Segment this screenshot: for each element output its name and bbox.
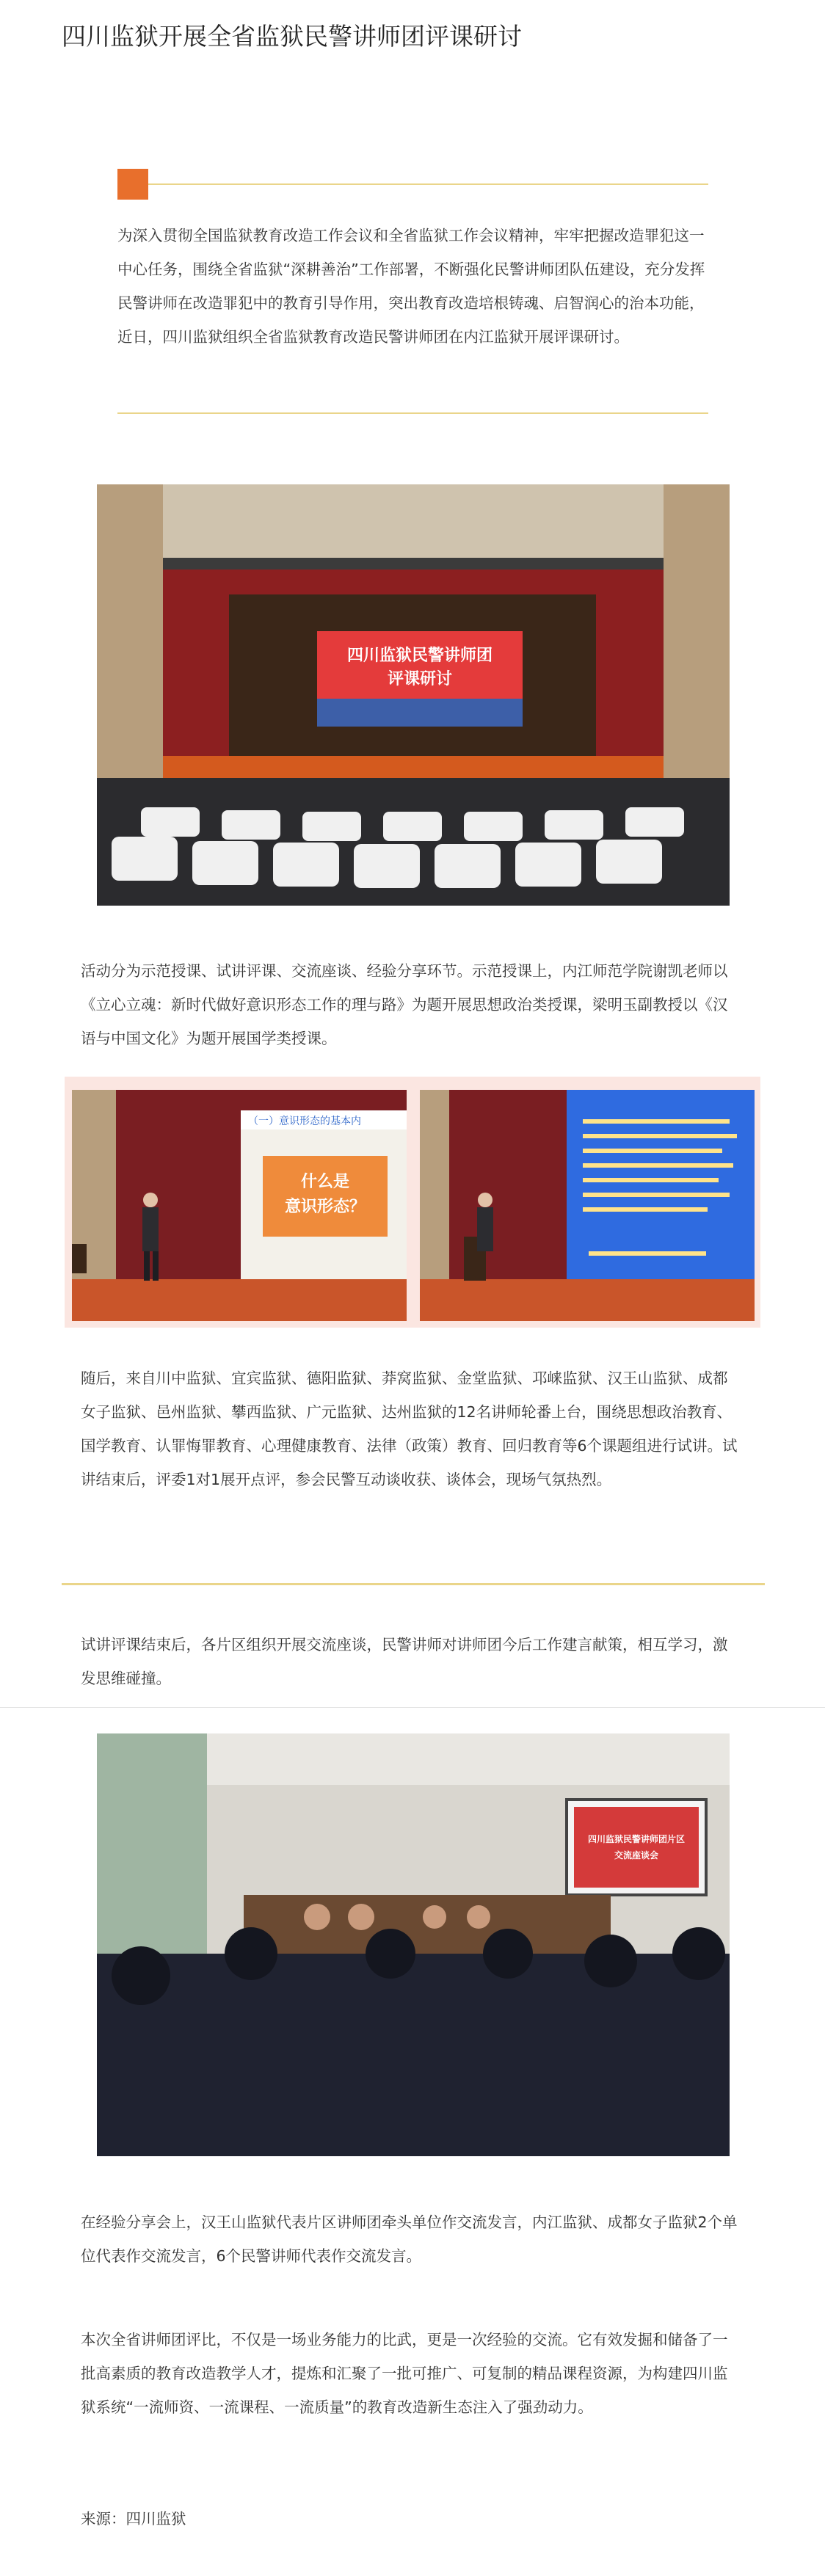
slide-question-line1: 什么是	[300, 1173, 350, 1191]
lecture-photo-right	[420, 1090, 755, 1321]
intro-top-divider	[148, 183, 708, 185]
stage-screen-title-line2: 评课研讨	[387, 670, 453, 688]
intro-paragraph: 为深入贯彻全国监狱教育改造工作会议和全省监狱工作会议精神，牢牢把握改造罪犯这一中心任务，围绕全省监狱“深耕善治”工作部署，不断强化民警讲师团队伍建设，充分发挥民警讲师在改造罪犯中的教育引导作用，突出教育改造培根铸魂、启智润心的治本功能，近日，四川监狱组织全省监狱教育改造民警讲师团在内江监狱开展评课研讨。	[117, 227, 705, 346]
stage-screen-title-line1: 四川监狱民警讲师团	[346, 647, 493, 665]
paragraph-activity: 活动分为示范授课、试讲评课、交流座谈、经验分享环节。示范授课上，内江师范学院谢凯老师以《立心立魂：新时代做好意识形态工作的理与路》为题开展思想政治类授课，梁明玉副教授以《汉语与中国文化》为题开展国学类授课。	[81, 962, 728, 1047]
intro-box	[117, 169, 708, 418]
auditorium-photo	[97, 484, 730, 906]
lecture-photos-frame	[65, 1077, 760, 1328]
paragraph-discussion: 试讲评课结束后，各片区组织开展交流座谈，民警讲师对讲师团今后工作建言献策，相互学习，激发思维碰撞。	[81, 1636, 728, 1687]
article-title: 四川监狱开展全省监狱民警讲师团评课研讨	[62, 22, 522, 51]
paragraph-experience-sharing: 在经验分享会上，汉王山监狱代表片区讲师团牵头单位作交流发言，内江监狱、成都女子监狱2个单位代表作交流发言，6个民警讲师代表作交流发言。	[81, 2213, 738, 2265]
page-fold-line	[0, 1707, 825, 1708]
slide-heading: （一）意识形态的基本内	[248, 1116, 361, 1127]
section-divider	[62, 1583, 765, 1585]
meeting-screen-title-line2: 交流座谈会	[614, 1850, 659, 1860]
paragraph-conclusion: 本次全省讲师团评比，不仅是一场业务能力的比武，更是一次经验的交流。它有效发掘和储备了一批高素质的教育改造教学人才，提炼和汇聚了一批可推广、可复制的精品课程资源，为构建四川监狱系统“一流师资、一流课程、一流质量”的教育改造新生态注入了强劲动力。	[81, 2331, 728, 2416]
paragraph-trial-lectures: 随后，来自川中监狱、宜宾监狱、德阳监狱、莽窝监狱、金堂监狱、邛崃监狱、汉王山监狱、成都女子监狱、邑州监狱、攀西监狱、广元监狱、达州监狱的12名讲师轮番上台，围绕思想政治教育、国学教育、认罪悔罪教育、心理健康教育、法律（政策）教育、回归教育等6个课题组进行试讲。试讲结束后，评委1对1展开点评，参会民警互动谈收获、谈体会，现场气氛热烈。	[81, 1369, 738, 1488]
slide-question-line2: 意识形态？	[284, 1198, 366, 1216]
source-line: 来源：四川监狱	[81, 2510, 186, 2528]
intro-bottom-divider	[117, 412, 708, 414]
accent-square	[117, 169, 148, 200]
lecture-photo-left	[72, 1090, 407, 1321]
meeting-room-photo	[97, 1733, 730, 2156]
meeting-screen-title-line1: 四川监狱民警讲师团片区	[587, 1834, 686, 1844]
